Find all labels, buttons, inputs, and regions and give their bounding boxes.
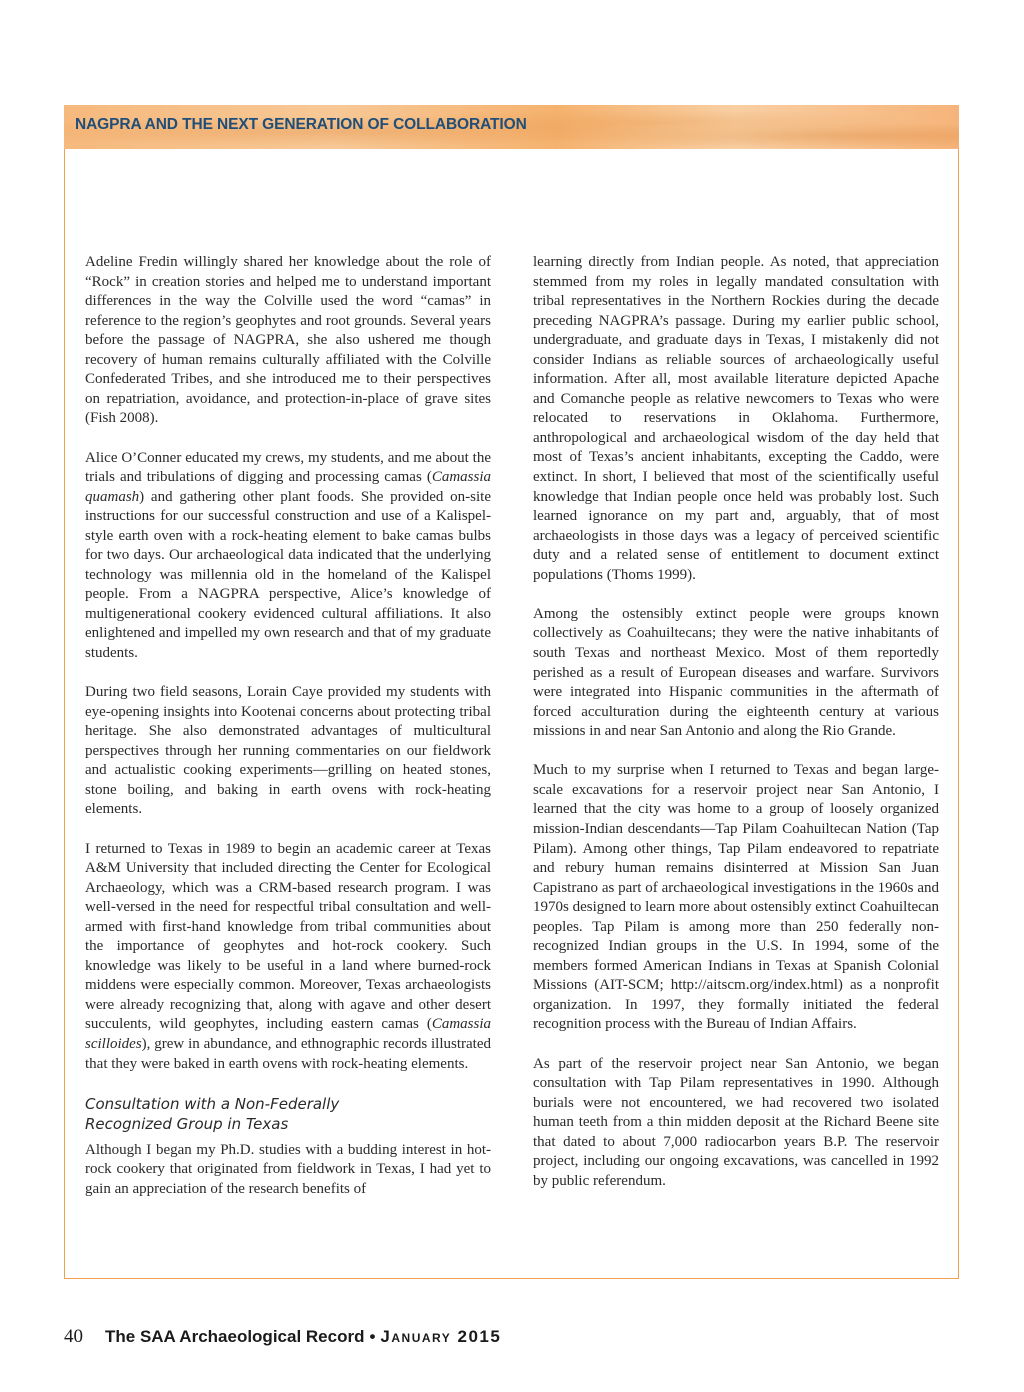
paragraph-fredin: Adeline Fredin willingly shared her knowledge about the role of “Rock” in creation stories and helped me to understand important differences in the way the Colville used the word “camas” in reference to the region’s geophytes and root grounds. Several years before the passage of NAGPRA, she also ushered me though recovery of human remains culturally affiliated with the Colville Confederated Tribes, and she introduced me to their perspectives on repatriation, avoidance, and protection-in-place of grave sites (Fish 2008).: [85, 254, 491, 427]
paragraph-oconner: [85, 449, 491, 664]
species-name: Camassia scilloides: [85, 1016, 491, 1053]
page-number: 40: [64, 1326, 83, 1347]
paragraph-caye: During two field seasons, Lorain Caye provided my students with eye-opening insights into Kootenai concerns about protecting tribal heritage. She also demonstrated advantages of multicultural perspectives through her running commentaries on our fieldwork and actualistic cooking experiments—grilling on heated stones, stone boiling, and baking in earth ovens with rock-heating elements.: [85, 684, 491, 818]
subheading-line-1: Consultation with a Non-Federally: [85, 1094, 340, 1113]
section-title: NAGPRA AND THE NEXT GENERATION OF COLLABORATION: [75, 116, 527, 133]
section-banner: [64, 105, 959, 149]
paragraph-phd: Although I began my Ph.D. studies with a budding interest in hot-rock cookery that originated from fieldwork in Texas, I had yet to gain an appreciation of the research benefits of: [85, 1141, 491, 1197]
footer-separator: •: [369, 1327, 376, 1346]
issue-date: January 2015: [380, 1327, 502, 1346]
subheading-line-2: Recognized Group in Texas: [85, 1114, 289, 1133]
right-column: [533, 253, 939, 1191]
text-run: I returned to Texas in 1989 to begin an academic career at Texas A&M University that included directing the Center for Ecological Archaeology, which was a CRM-based research program. I was well-versed in the need for respectful tribal consultation and well-armed with first-hand knowledge from tribal communities about the importance of geophytes and hot-rock cookery. Such knowledge was likely to be useful in a land where burned-rock middens were especially common. Moreover, Texas archaeologists were already recognizing that, along with agave and other desert succulents, wild geophytes, including eastern camas (: [85, 840, 491, 1033]
text-run: ), grew in abundance, and ethnographic records illustrated that they were baked in earth ovens with rock-heating elements.: [85, 1036, 491, 1072]
publication-name: The SAA Archaeological Record: [105, 1327, 365, 1346]
paragraph-reservoir: As part of the reservoir project near San Antonio, we began consultation with Tap Pilam representatives in 1990. Although burials were not encountered, we had recovered two isolated human teeth from a thin midden deposit at the Richard Beene site that dated to about 7,000 radiocarbon years B.P. The reservoir project, including our ongoing excavations, was cancelled in 1992 by public referendum.: [533, 1055, 939, 1189]
paragraph-texas-return: [85, 840, 491, 1075]
paragraph-tap-pilam: Much to my surprise when I returned to Texas and began large-scale excavations for a reservoir project near San Antonio, I learned that the city was home to a group of loosely organized mission-Indian descendants—Tap Pilam Coahuiltecan Nation (Tap Pilam). Among other things, Tap Pilam endeavored to repatriate and rebury human remains disinterred at Mission San Juan Capistrano as part of archaeological investigations in the 1960s and 1970s designed to learn more about ostensibly extinct Coahuiltecan peoples. Tap Pilam is among more than 250 federally non-recognized Indian groups in the U.S. In 1994, some of the members formed American Indians in Texas at Spanish Colonial Missions (AIT-SCM; http://aitscm.org/index.html) as a nonprofit organization. In 1997, they formally initiated the federal recognition process with the Bureau of Indian Affairs.: [533, 762, 939, 1033]
left-column: [85, 253, 491, 1199]
paragraph-coahuiltecans: Among the ostensibly extinct people were groups known collectively as Coahuiltecans; they were the native inhabitants of south Texas and northeast Mexico. Most of them reportedly perished as a result of European diseases and warfare. Survivors were integrated into Hispanic communities in the aftermath of forced acculturation during the eighteenth century at various missions in and near San Antonio and along the Rio Grande.: [533, 605, 939, 740]
paragraph-learning: learning directly from Indian people. As noted, that appreciation stemmed from my roles in legally mandated consultation with tribal representatives in the Northern Rockies during the decade preceding NAGPRA’s passage. During my earlier public school, undergraduate, and graduate days in Texas, I mistakenly did not consider Indians as reliable sources of archaeologically useful information. After all, most available literature depicted Apache and Comanche people as relative newcomers to Texas who were relocated to reservations in Oklahoma. Furthermore, anthropological and archaeological wisdom of the day held that most of Texas’s ancient inhabitants, excepting the Caddo, were extinct. In short, I believed that most of the scientifically useful knowledge that Indian people once held was probably lost. Such learned ignorance on my part and, arguably, that of most archaeologists in those days was a legacy of perceived scientific duty and a related sense of entitlement to document extinct populations (Thoms 1999).: [533, 254, 939, 583]
species-name: Camassia quamash: [85, 469, 491, 505]
text-run: Alice O’Conner educated my crews, my students, and me about the trials and tribulations of digging and processing camas (: [85, 449, 491, 486]
subheading: [85, 1094, 491, 1134]
page-footer: [64, 1326, 501, 1348]
text-run: ) and gathering other plant foods. She provided on-site instructions for our successful construction and use of a Kalispel-style earth oven with a rock-heating element to bake camas bulbs for two days. Our archaeological data indicated that the underlying technology was millennia old in the homeland of the Kalispel people. From a NAGPRA perspective, Alice’s knowledge of multigenerational cookery evidenced cultural affiliations. It also enlightened and impelled my own research and that of my graduate students.: [85, 488, 491, 661]
